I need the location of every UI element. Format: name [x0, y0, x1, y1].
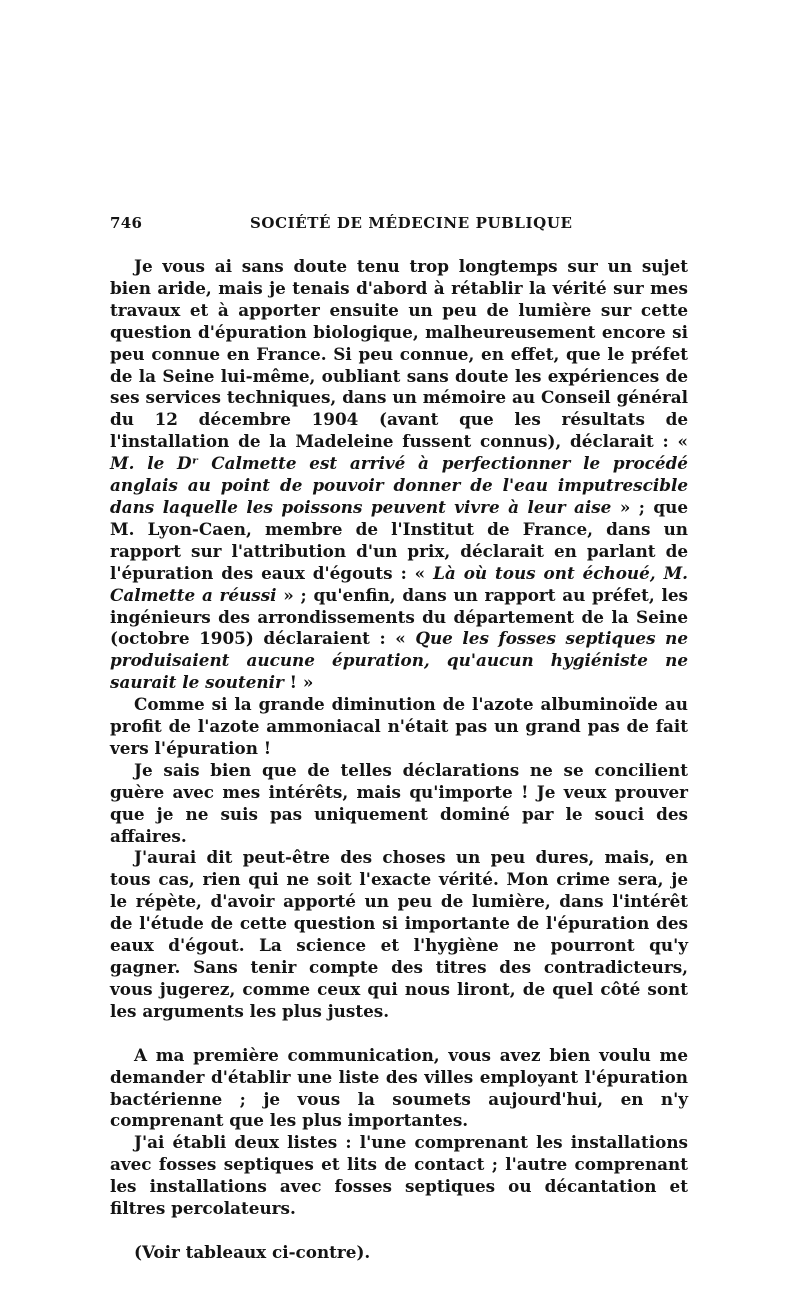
paragraph-7: (Voir tableaux ci-contre). — [134, 1241, 371, 1262]
quote-lyon-caen: Là où tous ont échoué, M. Calmette a réussi — [110, 562, 688, 605]
page-number: 746 — [110, 214, 143, 232]
running-head — [110, 214, 688, 240]
paragraph-1-text-e: » ; qu'enfin, dans un rapport au préfet, les ingénieurs des arrondissements du département de la Seine (octobre 1905) déclaraient : « — [110, 584, 689, 649]
paragraph-1 — [110, 256, 688, 694]
paragraph-1-text-c: » ; que M. Lyon-Caen, membre de l'Institut de France, dans un rapport sur l'attribution d'un prix, déclarait en parlant de l'épuration des eaux d'égouts : « — [110, 496, 689, 583]
paragraph-5: A ma première communication, vous avez bien voulu me demander d'établir une liste des villes employant l'épuration bactérienne ; je vous la soumets aujourd'hui, en n'y comprenant que les plus importantes. — [110, 1044, 688, 1131]
body-text — [110, 256, 688, 1264]
paragraph-3: Je sais bien que de telles déclarations ne se concilient guère avec mes intérêts, mais qu'importe ! Je veux prouver que je ne suis pas uniquement dominé par le souci des affaires. — [110, 759, 688, 846]
quote-engineers: Que les fosses septiques ne produisaient aucune épuration, qu'aucun hygiéniste ne saurait le soutenir — [110, 628, 689, 693]
quote-prefect: M. le Dʳ Calmette est arrivé à perfectionner le procédé anglais au point de pouvoir donner de l'eau imputrescible dans laquelle les poissons peuvent vivre à leur aise — [110, 453, 688, 517]
book-page — [110, 214, 688, 1264]
paragraph-4: J'aurai dit peut-être des choses un peu dures, mais, en tous cas, rien qui ne soit l'exacte vérité. Mon crime sera, je le répète, d'avoir apporté un peu de lumière, dans l'intérêt de l'étude de cette question si importante de l'épuration des eaux d'égout. La science et l'hygiène ne pourront qu'y gagner. Sans tenir compte des titres des contradicteurs, vous jugerez, comme ceux qui nous liront, de quel côté sont les arguments les plus justes. — [110, 847, 688, 1021]
paragraph-1-text-a: Je vous ai sans doute tenu trop longtemps sur un sujet bien aride, mais je tenais d'abord à rétablir la vérité sur mes travaux et à apporter ensuite un peu de lumière sur cette question d'épuration biologique, malheureusement encore si peu connue en France. Si peu connue, en effet, que le préfet de la Seine lui-même, oubliant sans doute les expériences de ses services techniques, dans un mémoire au Conseil général du 12 décembre 1904 (avant que les résultats de l'installation de la Madeleine fussent connus), déclarait : « — [110, 256, 688, 452]
paragraph-1-text-g: ! » — [283, 672, 314, 693]
paragraph-6: J'ai établi deux listes : l'une comprenant les installations avec fosses septiques et lits de contact ; l'autre comprenant les installations avec fosses septiques ou décantation et filtres percolateurs. — [110, 1132, 688, 1219]
journal-title: SOCIÉTÉ DE MÉDECINE PUBLIQUE — [250, 214, 573, 232]
paragraph-2: Comme si la grande diminution de l'azote albuminoïde au profit de l'azote ammoniacal n'était pas un grand pas de fait vers l'épuration ! — [110, 694, 688, 758]
